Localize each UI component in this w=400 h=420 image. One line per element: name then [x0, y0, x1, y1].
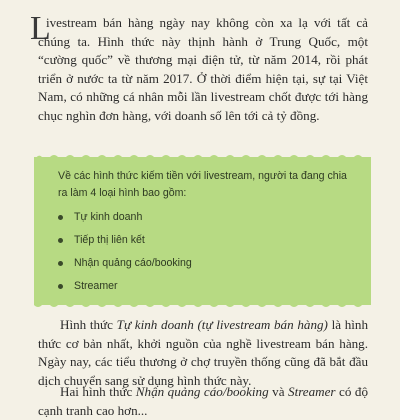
- drop-cap: L: [30, 10, 51, 47]
- list-item: [58, 210, 358, 224]
- bullet-icon: [58, 284, 63, 289]
- p3-emphasis: Nhận quảng cáo/booking: [135, 384, 269, 399]
- bullet-icon: [58, 261, 63, 266]
- self-business-paragraph: [38, 316, 368, 390]
- p2-post: là hình thức cơ bản nhất, khởi nguồn của nghề livestream bán hàng. Ngày nay, các tiểu thương ở chợ truyền thống cũng đã bắt đầu dịch chuyển sang sử dụng hình thức này.: [38, 317, 369, 388]
- list-item-label: Tự kinh doanh: [74, 211, 143, 223]
- p3-mid: và: [268, 384, 289, 399]
- list-item-label: Streamer: [74, 280, 118, 292]
- list-item-label: Tiếp thị liên kết: [74, 234, 145, 246]
- intro-paragraph: [38, 14, 368, 126]
- p2-emphasis: Tự kinh doanh (tự livestream bán hàng): [116, 317, 328, 332]
- info-box-intro: Về các hình thức kiếm tiền với livestream, người ta đang chia ra làm 4 loại hình bao gồm:: [58, 170, 347, 199]
- p3-post: có độ cạnh tranh cao hơn...: [38, 384, 369, 418]
- list-item: [58, 256, 358, 270]
- box-bottom-wavy-edge: [34, 301, 371, 309]
- p3-pre: Hai hình thức: [60, 384, 136, 399]
- bullet-icon: [58, 238, 63, 243]
- bullet-icon: [58, 215, 63, 220]
- p3-emphasis-2: Streamer: [288, 384, 336, 399]
- list-item: [58, 233, 358, 247]
- list-item-label: Nhận quảng cáo/booking: [74, 257, 192, 269]
- p2-pre: Hình thức: [60, 317, 117, 332]
- list-item: [58, 279, 358, 293]
- monetization-list: [58, 210, 358, 293]
- intro-paragraph-text: ivestream bán hàng ngày nay không còn xa lạ với tất cả chúng ta. Hình thức này thịnh hành ở Trung Quốc, một “cường quốc” về thương mại điện tử, từ năm 2014, rồi phát triển ở nước ta từ năm 2017. Ở thời điểm hiện tại, sự tại Việt Nam, có những cá nhân mỗi lần livestream chốt được tới hàng chục nghìn đơn hàng, với doanh số lên tới cả tỷ đồng.: [38, 15, 368, 123]
- info-box-content: [58, 168, 358, 302]
- next-paragraph: [38, 383, 368, 420]
